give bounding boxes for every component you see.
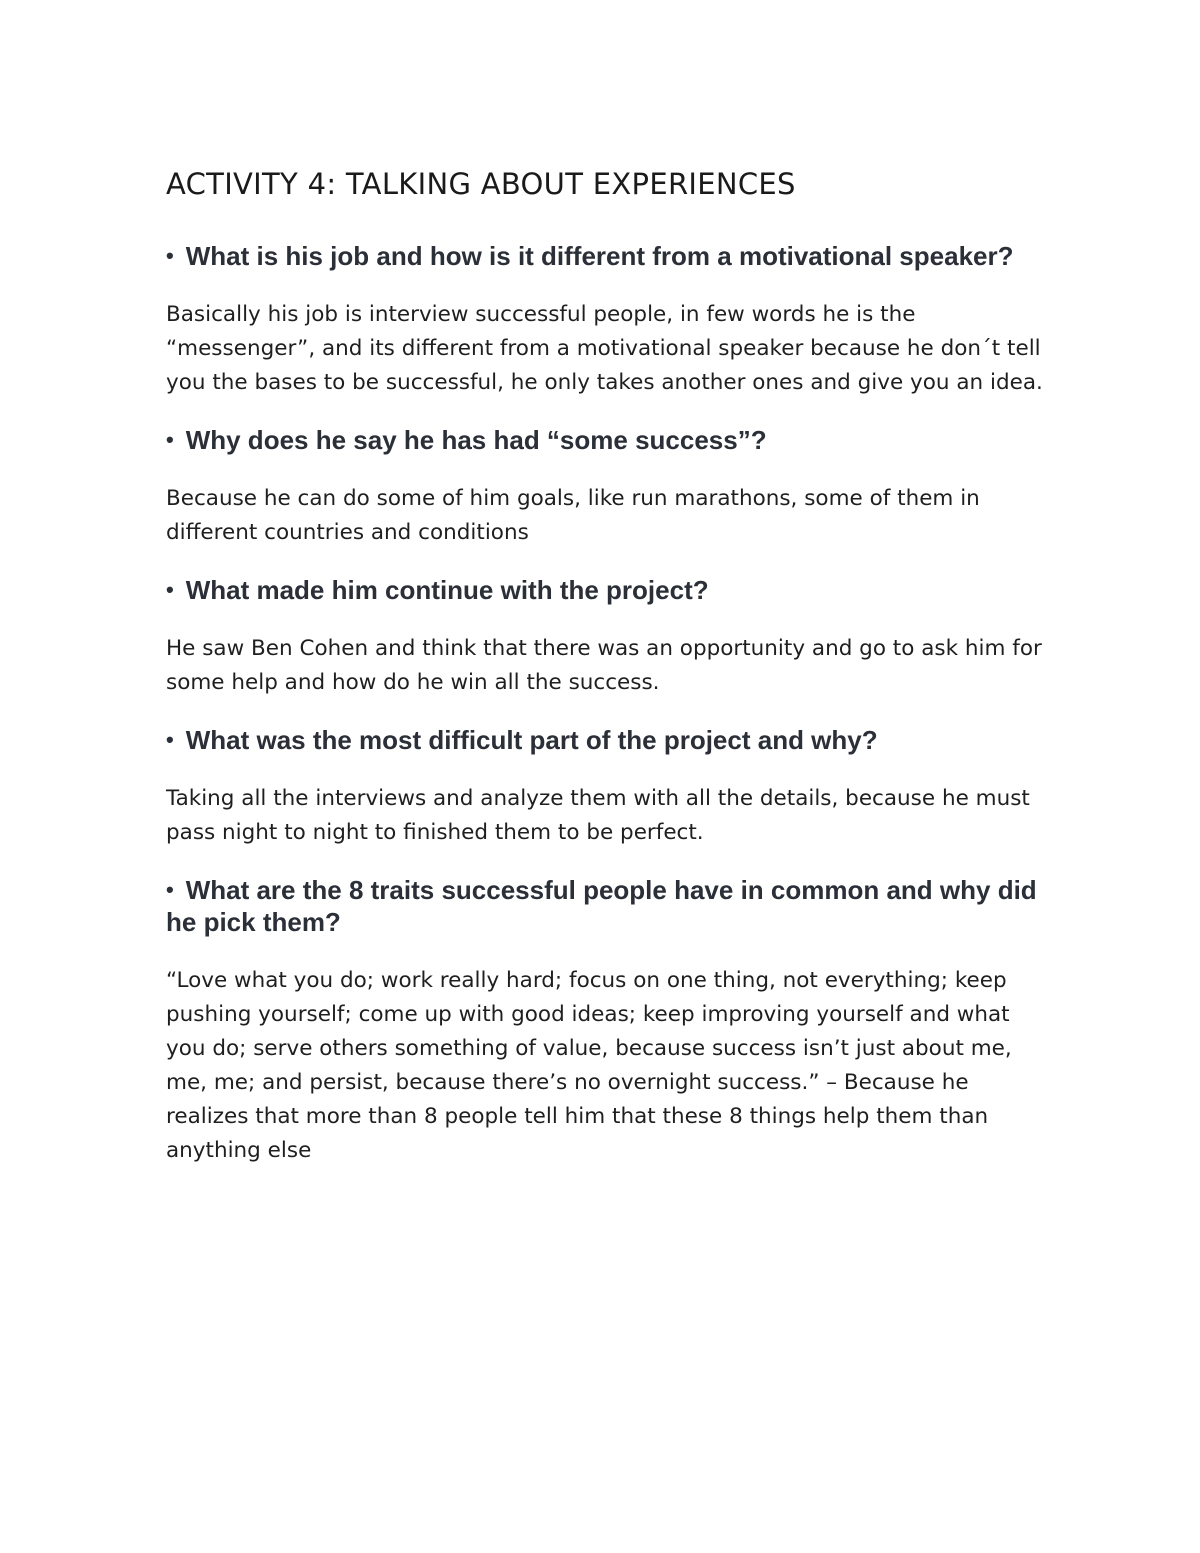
question-text: What made him continue with the project? bbox=[185, 575, 709, 605]
section-3 bbox=[166, 574, 1046, 700]
question-text: What are the 8 traits successful people have in common and why did he pick them? bbox=[166, 875, 1037, 937]
bullet-icon: • bbox=[166, 877, 174, 902]
question-heading bbox=[166, 240, 1046, 272]
bullet-icon: • bbox=[166, 577, 174, 602]
section-1 bbox=[166, 240, 1046, 400]
bullet-icon: • bbox=[166, 243, 174, 268]
answer-paragraph: Basically his job is interview successful people, in few words he is the “messenger”, and its different from a motivational speaker because he don´t tell you the bases to be successful, he only takes another ones and give you an idea. bbox=[166, 302, 1043, 395]
question-heading bbox=[166, 724, 1046, 756]
answer-paragraph: “Love what you do; work really hard; focus on one thing, not everything; keep pushing yourself; come up with good ideas; keep improving yourself and what you do; serve others something of value, because success isn’t just about me, me, me; and persist, because there’s no overnight success.” – Because he realizes that more than 8 people tell him that these 8 things help them than anything else bbox=[166, 968, 1012, 1163]
section-5 bbox=[166, 874, 1046, 1168]
page-title: ACTIVITY 4: TALKING ABOUT EXPERIENCES bbox=[166, 167, 796, 201]
answer-paragraph: Because he can do some of him goals, like run marathons, some of them in different countries and conditions bbox=[166, 486, 980, 545]
section-4 bbox=[166, 724, 1046, 850]
bullet-icon: • bbox=[166, 427, 174, 452]
question-heading bbox=[166, 574, 1046, 606]
question-text: What was the most difficult part of the project and why? bbox=[185, 725, 878, 755]
document-body bbox=[166, 162, 1046, 1192]
answer-paragraph: He saw Ben Cohen and think that there was an opportunity and go to ask him for some help and how do he win all the success. bbox=[166, 636, 1042, 695]
question-text: What is his job and how is it different from a motivational speaker? bbox=[185, 241, 1014, 271]
question-heading bbox=[166, 874, 1046, 938]
bullet-icon: • bbox=[166, 727, 174, 752]
section-2 bbox=[166, 424, 1046, 550]
question-heading bbox=[166, 424, 1046, 456]
question-text: Why does he say he has had “some success”? bbox=[185, 425, 767, 455]
answer-paragraph: Taking all the interviews and analyze them with all the details, because he must pass night to night to finished them to be perfect. bbox=[166, 786, 1030, 845]
